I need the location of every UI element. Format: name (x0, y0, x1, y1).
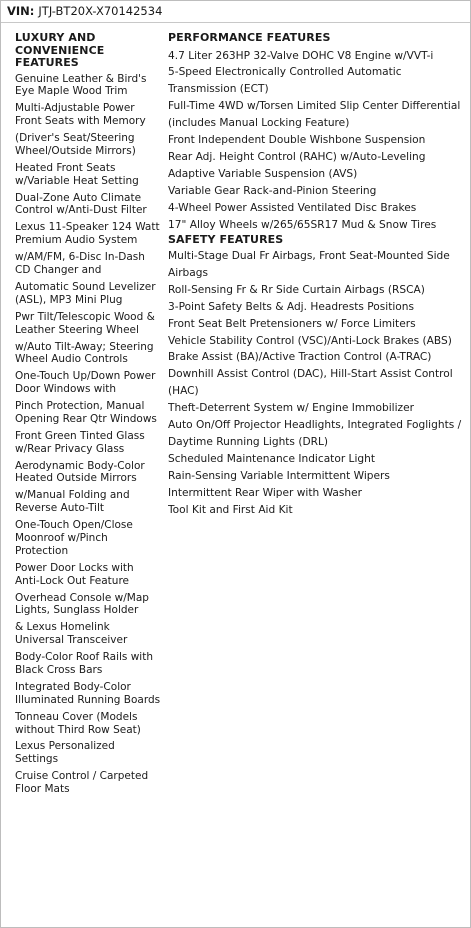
list-item: & Lexus Homelink Universal Transceiver (15, 621, 128, 647)
list-item: Downhill Assist Control (DAC), Hill-Start Assist Control (HAC) (168, 368, 453, 398)
list-item: 5-Speed Electronically Controlled Automatic Transmission (ECT) (168, 66, 402, 96)
list-item: Scheduled Maintenance Indicator Light (168, 452, 375, 465)
list-item: Integrated Body-Color Illuminated Running Boards (15, 680, 161, 706)
performance-features-heading: PERFORMANCE FEATURES (168, 32, 331, 44)
list-item: Rear Adj. Height Control (RAHC) w/Auto-Leveling (168, 150, 426, 163)
performance-safety-column (168, 32, 464, 518)
list-item: Power Door Locks with Anti-Lock Out Feature (15, 561, 134, 587)
luxury-features-list (15, 73, 161, 796)
list-item: Tool Kit and First Aid Kit (168, 503, 293, 516)
list-item: Full-Time 4WD w/Torsen Limited Slip Center Differential (includes Manual Locking Feature) (168, 100, 461, 130)
list-item: Roll-Sensing Fr & Rr Side Curtain Airbags (RSCA) (168, 283, 425, 296)
luxury-features-heading: LUXURY AND CONVENIENCE FEATURES (15, 32, 105, 69)
list-item: Heated Front Seats w/Variable Heat Setting (15, 161, 139, 187)
list-item: Auto On/Off Projector Headlights, Integrated Foglights / Daytime Running Lights (DRL) (168, 419, 462, 448)
list-item: (Driver's Seat/Steering Wheel/Outside Mirrors) (15, 132, 136, 157)
performance-features-list (168, 48, 464, 234)
list-item: Front Independent Double Wishbone Suspension (168, 134, 426, 147)
list-item: Aerodynamic Body-Color Heated Outside Mirrors (15, 459, 145, 485)
list-item: w/Auto Tilt-Away; Steering Wheel Audio Controls (15, 340, 154, 366)
list-item: 4-Wheel Power Assisted Ventilated Disc Brakes (168, 201, 417, 214)
safety-features-heading: SAFETY FEATURES (168, 233, 284, 247)
vin-bar (1, 1, 470, 23)
list-item: Variable Gear Rack-and-Pinion Steering (168, 184, 377, 197)
list-item: Overhead Console w/Map Lights, Sunglass Holder (15, 591, 149, 617)
list-item: Lexus 11-Speaker 124 Watt Premium Audio System (15, 221, 160, 247)
list-item: Intermittent Rear Wiper with Washer (168, 486, 363, 499)
list-item: Dual-Zone Auto Climate Control w/Anti-Dust Filter (15, 191, 147, 217)
list-item: One-Touch Open/Close Moonroof w/Pinch Protection (15, 519, 133, 557)
vin-label: VIN: (7, 4, 35, 18)
list-item: 4.7 Liter 263HP 32-Valve DOHC V8 Engine w/VVT-i (168, 49, 434, 62)
list-item: Pwr Tilt/Telescopic Wood & Leather Steering Wheel (15, 310, 155, 336)
list-item: Rain-Sensing Variable Intermittent Wipers (168, 469, 390, 482)
list-item: Cruise Control / Carpeted Floor Mats (15, 770, 149, 796)
list-item: Multi-Stage Dual Fr Airbags, Front Seat-Mounted Side Airbags (168, 249, 450, 279)
list-item: 17" Alloy Wheels w/265/65SR17 Mud & Snow Tires (168, 218, 437, 231)
list-item: Vehicle Stability Control (VSC)/Anti-Lock Brakes (ABS) Brake Assist (BA)/Active Traction Control (A-TRAC) (168, 334, 452, 364)
vin-value: JTJ-BT20X-X70142534 (38, 4, 163, 18)
list-item: Automatic Sound Levelizer (ASL), MP3 Mini Plug (15, 280, 156, 306)
list-item: One-Touch Up/Down Power Door Windows with (15, 370, 156, 396)
list-item: Pinch Protection, Manual Opening Rear Qtr Windows (15, 400, 157, 425)
list-item: Lexus Personalized Settings (15, 740, 115, 766)
list-item: Adaptive Variable Suspension (AVS) (168, 167, 358, 180)
list-item: w/Manual Folding and Reverse Auto-Tilt (15, 489, 130, 515)
list-item: Multi-Adjustable Power Front Seats with Memory (15, 102, 146, 128)
safety-features-list (168, 248, 464, 519)
list-item: 3-Point Safety Belts & Adj. Headrests Positions (168, 300, 415, 313)
list-item: Theft-Deterrent System w/ Engine Immobilizer (168, 402, 414, 415)
list-item: w/AM/FM, 6-Disc In-Dash CD Changer and (15, 251, 145, 276)
list-item: Front Green Tinted Glass w/Rear Privacy Glass (15, 429, 145, 455)
list-item: Front Seat Belt Pretensioners w/ Force Limiters (168, 317, 416, 330)
list-item: Body-Color Roof Rails with Black Cross Bars (15, 651, 153, 676)
list-item: Genuine Leather & Bird's Eye Maple Wood Trim (15, 72, 147, 98)
list-item: Tonneau Cover (Models without Third Row Seat) (15, 710, 141, 736)
luxury-features-column (15, 32, 161, 800)
